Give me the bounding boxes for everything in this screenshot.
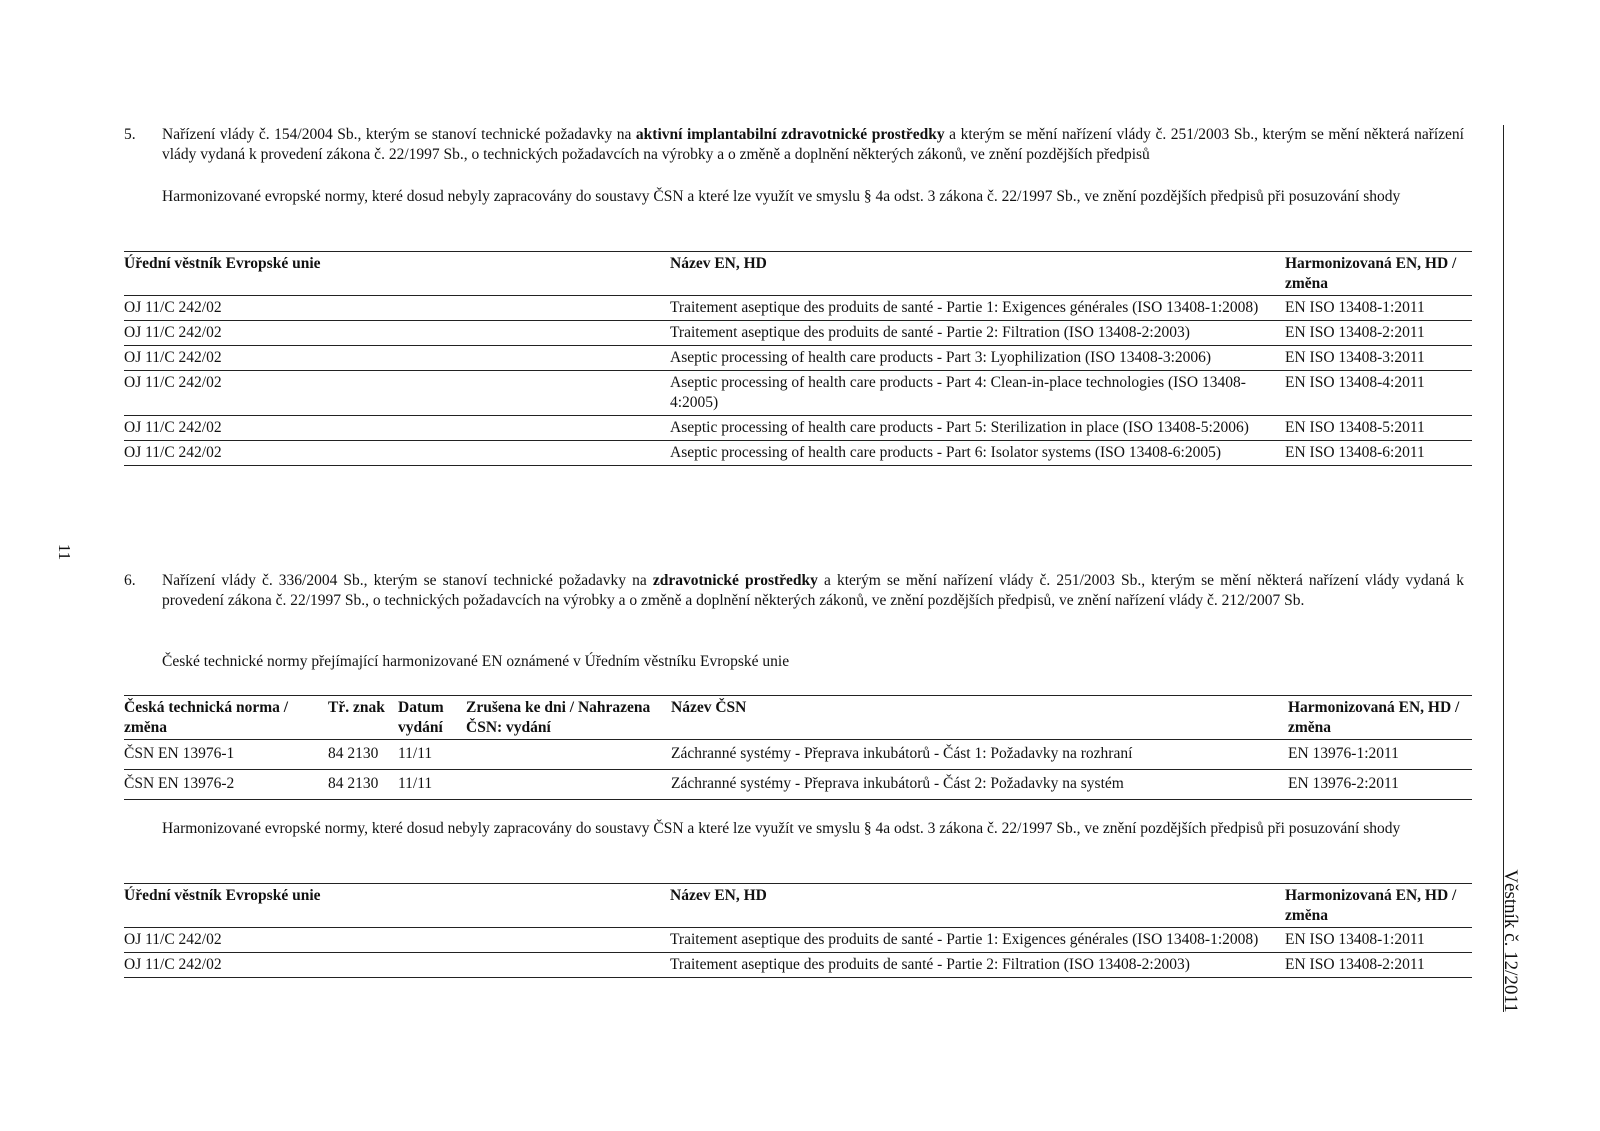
section-5-number: 5. (124, 126, 136, 143)
section-5-text-before: Nařízení vlády č. 154/2004 Sb., kterým se stanoví technické požadavky na (162, 126, 636, 143)
cell-journal: OJ 11/C 242/02 (124, 441, 670, 466)
column-header-title: Název EN, HD (670, 887, 767, 904)
cell-withdrawn (466, 740, 671, 770)
cell-issue-date: 11/11 (398, 740, 466, 770)
section-6-subheading-block (124, 819, 1424, 839)
cell-harmonized: EN ISO 13408-1:2011 (1285, 928, 1472, 953)
section-6-text-after: a kterým se mění nařízení vlády č. 251/2003 Sb., kterým se mění některá nařízení vlády vydaná k provedení zákona č. 22/1997 Sb., o technických požadavcích na výrobky a o změně a doplnění některých zákonů, ve znění pozdějších předpisů, ve znění nařízení vlády č. 212/2007 Sb. (162, 572, 1464, 609)
column-header-withdrawn: Zrušena ke dni / Nahrazena ČSN: vydání (466, 699, 651, 736)
column-header-standard: Česká technická norma / změna (124, 699, 289, 736)
table-row (124, 371, 1472, 416)
table-row (124, 770, 1472, 800)
table-row (124, 441, 1472, 466)
section-6-csn-table (124, 695, 1472, 800)
section-6-number: 6. (124, 572, 136, 589)
section-5-text-after: a kterým se mění nařízení vlády č. 251/2003 Sb., kterým se mění některá nařízení vlády vydaná k provedení zákona č. 22/1997 Sb., o technických požadavcích na výrobky a o změně a doplnění některých zákonů, ve znění pozdějších předpisů (162, 126, 1464, 163)
table-header-row (124, 252, 1472, 296)
section-5-subheading-block (124, 187, 1424, 207)
section-6-paragraph (124, 571, 1464, 611)
section-6-text-before: Nařízení vlády č. 336/2004 Sb., kterým se stanoví technické požadavky na (162, 572, 653, 589)
cell-csn-title: Záchranné systémy - Přeprava inkubátorů - Část 2: Požadavky na systém (671, 770, 1288, 800)
column-header-journal: Úřední věstník Evropské unie (124, 255, 321, 272)
table-row (124, 953, 1472, 978)
cell-harmonized: EN ISO 13408-2:2011 (1285, 953, 1472, 978)
table-header-row (124, 696, 1472, 740)
cell-title: Traitement aseptique des produits de santé - Partie 1: Exigences générales (ISO 13408-1:2008) (670, 296, 1285, 321)
section-6-text-bold: zdravotnické prostředky (652, 572, 818, 589)
cell-journal: OJ 11/C 242/02 (124, 953, 670, 978)
cell-journal: OJ 11/C 242/02 (124, 928, 670, 953)
cell-title: Traitement aseptique des produits de santé - Partie 2: Filtration (ISO 13408-2:2003) (670, 953, 1285, 978)
cell-title: Aseptic processing of health care products - Part 3: Lyophilization (ISO 13408-3:2006) (670, 346, 1285, 371)
table-row (124, 296, 1472, 321)
section-5-subheading: Harmonizované evropské normy, které dosud nebyly zapracovány do soustavy ČSN a které lze využít ve smyslu § 4a odst. 3 zákona č. 22/1997 Sb., ve znění pozdějších předpisů při posuzování shody (162, 188, 1401, 205)
column-header-class-code: Tř. znak (328, 699, 385, 716)
section-6-csn-subheading: České technické normy přejímající harmonizované EN oznámené v Úředním věstníku Evropské unie (162, 653, 790, 670)
cell-title: Aseptic processing of health care products - Part 5: Sterilization in place (ISO 13408-5:2006) (670, 416, 1285, 441)
section-5-text-bold: aktivní implantabilní zdravotnické prostředky (635, 126, 945, 143)
cell-journal: OJ 11/C 242/02 (124, 321, 670, 346)
section-5-paragraph (124, 125, 1464, 165)
table-row (124, 346, 1472, 371)
cell-harmonized: EN ISO 13408-3:2011 (1285, 346, 1472, 371)
section-5-table (124, 251, 1472, 466)
cell-standard: ČSN EN 13976-1 (124, 740, 328, 770)
table-row (124, 416, 1472, 441)
cell-harmonized: EN 13976-2:2011 (1288, 770, 1472, 800)
column-header-harmonized: Harmonizovaná EN, HD / změna (1285, 887, 1457, 924)
cell-title: Traitement aseptique des produits de santé - Partie 2: Filtration (ISO 13408-2:2003) (670, 321, 1285, 346)
column-header-harmonized: Harmonizovaná EN, HD / změna (1285, 255, 1457, 292)
cell-harmonized: EN ISO 13408-5:2011 (1285, 416, 1472, 441)
cell-harmonized: EN 13976-1:2011 (1288, 740, 1472, 770)
section-6-subheading: Harmonizované evropské normy, které dosud nebyly zapracovány do soustavy ČSN a které lze využít ve smyslu § 4a odst. 3 zákona č. 22/1997 Sb., ve znění pozdějších předpisů při posuzování shody (162, 820, 1401, 837)
section-6-table (124, 883, 1472, 978)
cell-class-code: 84 2130 (328, 770, 398, 800)
column-header-title: Název EN, HD (670, 255, 767, 272)
column-header-csn-title: Název ČSN (671, 699, 747, 716)
page-number: 11 (55, 543, 74, 561)
cell-standard: ČSN EN 13976-2 (124, 770, 328, 800)
cell-journal: OJ 11/C 242/02 (124, 296, 670, 321)
table-row (124, 740, 1472, 770)
cell-harmonized: EN ISO 13408-1:2011 (1285, 296, 1472, 321)
running-title: Věstník č. 12/2011 (1500, 869, 1521, 1013)
cell-journal: OJ 11/C 242/02 (124, 346, 670, 371)
cell-harmonized: EN ISO 13408-4:2011 (1285, 371, 1472, 416)
cell-withdrawn (466, 770, 671, 800)
cell-title: Aseptic processing of health care products - Part 6: Isolator systems (ISO 13408-6:2005) (670, 441, 1285, 466)
cell-journal: OJ 11/C 242/02 (124, 371, 670, 416)
cell-csn-title: Záchranné systémy - Přeprava inkubátorů - Část 1: Požadavky na rozhraní (671, 740, 1288, 770)
section-5 (124, 125, 1464, 165)
cell-title: Aseptic processing of health care products - Part 4: Clean-in-place technologies (ISO 13408-4:2005) (670, 371, 1285, 416)
table-header-row (124, 884, 1472, 928)
cell-title: Traitement aseptique des produits de santé - Partie 1: Exigences générales (ISO 13408-1:2008) (670, 928, 1285, 953)
cell-issue-date: 11/11 (398, 770, 466, 800)
section-6-csn-subheading-block (124, 652, 1424, 672)
cell-harmonized: EN ISO 13408-2:2011 (1285, 321, 1472, 346)
cell-harmonized: EN ISO 13408-6:2011 (1285, 441, 1472, 466)
column-header-issue-date: Datum vydání (398, 699, 444, 736)
section-6 (124, 571, 1464, 611)
table-row (124, 321, 1472, 346)
table-row (124, 928, 1472, 953)
cell-class-code: 84 2130 (328, 740, 398, 770)
column-header-journal: Úřední věstník Evropské unie (124, 887, 321, 904)
column-header-harmonized: Harmonizovaná EN, HD / změna (1288, 699, 1460, 736)
cell-journal: OJ 11/C 242/02 (124, 416, 670, 441)
